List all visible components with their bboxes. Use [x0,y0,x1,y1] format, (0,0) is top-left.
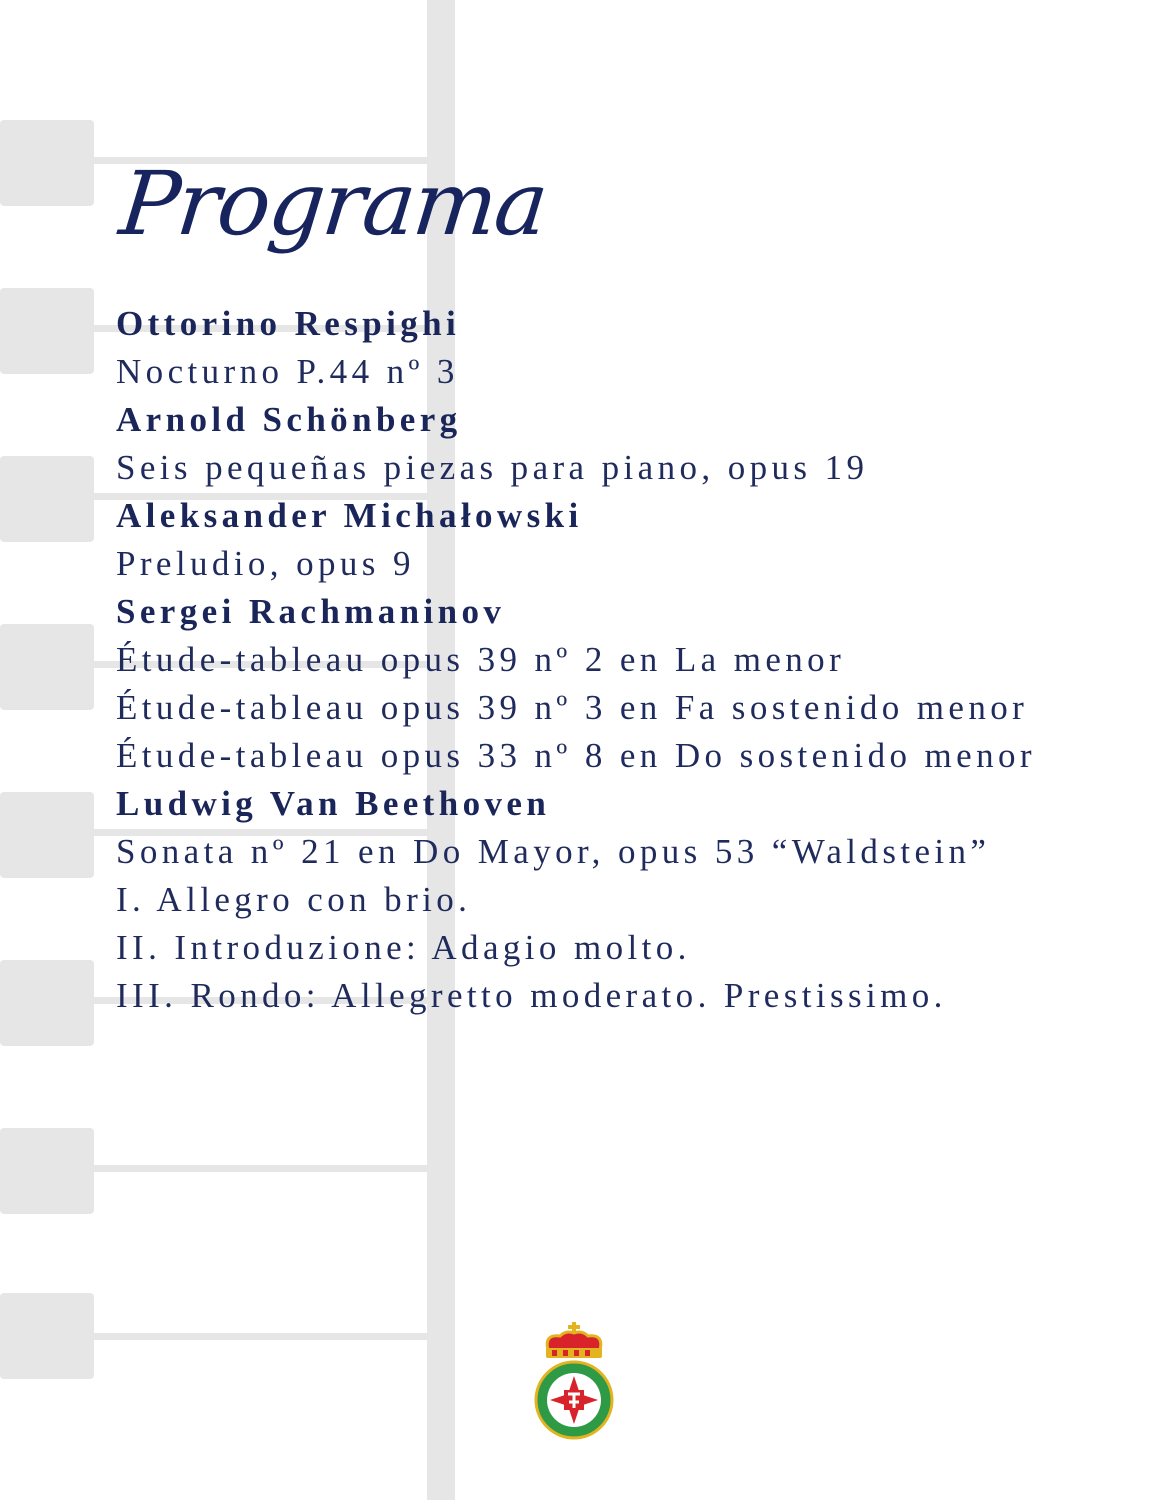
work-title: Étude-tableau opus 39 nº 3 en Fa sostenido menor [116,688,1029,727]
composer-name: Sergei Rachmaninov [116,592,506,631]
work-title: Sonata nº 21 en Do Mayor, opus 53 “Waldstein” [116,832,991,871]
program-list [116,300,1126,1020]
work-title: II. Introduzione: Adagio molto. [116,928,691,967]
work-title: I. Allegro con brio. [116,880,472,919]
composer-name: Arnold Schönberg [116,400,462,439]
composer-name: Aleksander Michałowski [116,496,583,535]
composer-name: Ludwig Van Beethoven [116,784,551,823]
club-crest-icon [530,1322,618,1442]
page-title: Programa [115,152,552,255]
crown-icon [546,1322,602,1358]
work-title: Nocturno P.44 nº 3 [116,352,459,391]
work-title: Étude-tableau opus 33 nº 8 en Do sostenido menor [116,736,1036,775]
work-title: Preludio, opus 9 [116,544,415,583]
program-content [115,152,1126,1020]
composer-name: Ottorino Respighi [116,304,461,343]
work-title: Seis pequeñas piezas para piano, opus 19 [116,448,869,487]
work-title: Étude-tableau opus 39 nº 2 en La menor [116,640,846,679]
work-title: III. Rondo: Allegretto moderato. Prestissimo. [116,976,947,1015]
